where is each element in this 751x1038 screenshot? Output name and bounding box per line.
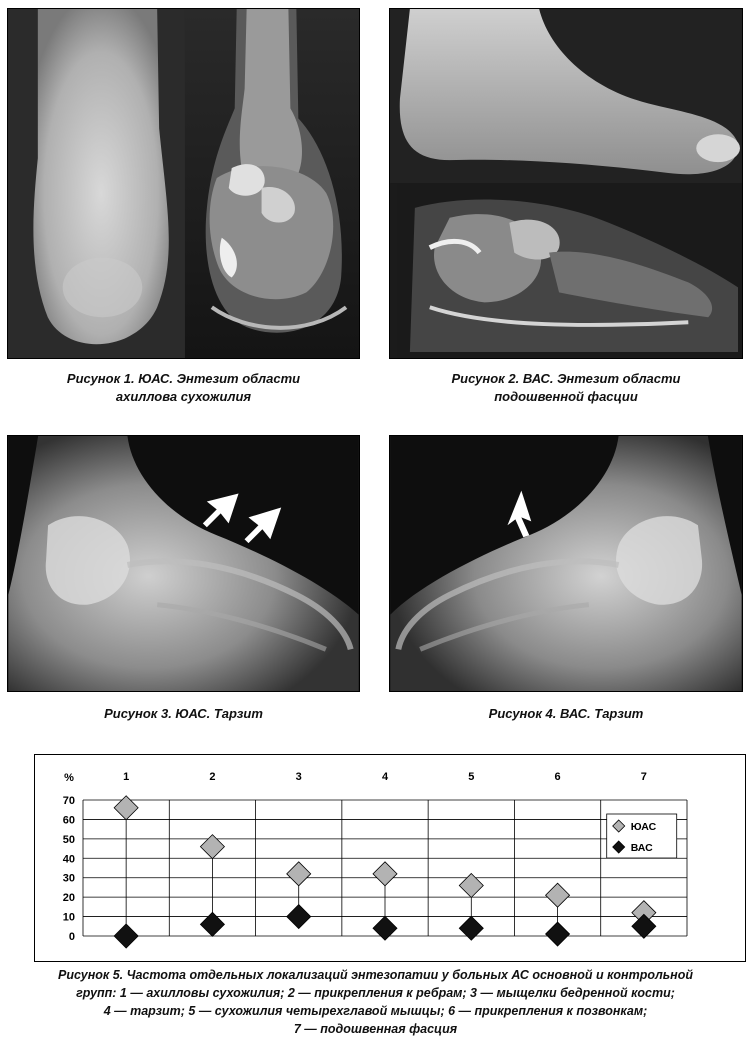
point-vas (459, 916, 483, 940)
point-vas (632, 914, 656, 938)
figure-5-caption-line-4: 7 — подошвенная фасция (293, 1022, 458, 1036)
point-juas (546, 883, 570, 907)
point-vas (287, 905, 311, 929)
legend-label: ВАС (630, 842, 653, 854)
point-juas (287, 862, 311, 886)
figure-5-caption-line-3: 4 — тарзит; 5 — сухожилия четырехглавой мышцы; 6 — прикрепления к позвонкам; (103, 1004, 648, 1018)
y-tick-label: 30 (62, 872, 75, 885)
figure-1-caption-line-1: Рисунок 1. ЮАС. Энтезит области (66, 371, 301, 386)
figure-5-chart (34, 754, 746, 962)
point-vas (200, 912, 224, 936)
category-label: 7 (640, 771, 647, 783)
point-juas (373, 862, 397, 886)
y-tick-label: 70 (62, 795, 75, 807)
figure-1-caption (7, 370, 360, 406)
y-tick-label: 60 (62, 814, 75, 827)
figure-2-caption-line-2: подошвенной фасции (494, 389, 638, 404)
figure-1-caption-line-2: ахиллова сухожилия (115, 389, 252, 404)
figure-4-illustration (390, 436, 742, 691)
figure-5-caption (8, 966, 743, 1038)
figure-5-caption-line-2: групп: 1 — ахилловы сухожилия; 2 — прикрепления к ребрам; 3 — мыщелки бедренной кости; (76, 986, 675, 1000)
figure-2-caption-line-1: Рисунок 2. ВАС. Энтезит области (451, 371, 681, 386)
category-label: 3 (295, 771, 302, 783)
y-tick-label: 10 (62, 911, 75, 924)
figure-3-image (7, 435, 360, 692)
figure-2-illustration (390, 9, 742, 358)
point-vas (546, 922, 570, 946)
y-tick-label: 0 (68, 931, 75, 943)
y-tick-label: 40 (62, 853, 75, 866)
category-label: 6 (554, 771, 561, 783)
y-tick-label: 20 (62, 892, 75, 905)
point-juas (200, 835, 224, 859)
point-vas (373, 916, 397, 940)
legend-label: ЮАС (630, 821, 657, 833)
y-tick-label: 50 (62, 833, 75, 846)
category-label: 5 (468, 771, 475, 783)
category-label: 4 (381, 771, 389, 783)
figure-3-caption-line-1: Рисунок 3. ЮАС. Тарзит (104, 706, 263, 721)
figure-5-caption-line-1: Рисунок 5. Частота отдельных локализаций энтезопатии у больных АС основной и контрольной (58, 968, 693, 982)
category-label: 1 (123, 771, 130, 783)
point-vas (114, 924, 138, 948)
category-label: 2 (209, 771, 216, 783)
figure-4-caption-line-1: Рисунок 4. ВАС. Тарзит (488, 706, 644, 721)
figure-4-image (389, 435, 743, 692)
y-axis-label: % (64, 772, 74, 784)
chart-svg (35, 755, 745, 961)
point-juas (114, 796, 138, 820)
figure-3-caption (7, 705, 360, 723)
figure-1-illustration (8, 9, 359, 358)
figure-4-caption (389, 705, 743, 723)
figure-2-image (389, 8, 743, 359)
figure-2-caption (389, 370, 743, 406)
figure-1-image (7, 8, 360, 359)
point-juas (459, 873, 483, 897)
figure-3-illustration (8, 436, 359, 691)
